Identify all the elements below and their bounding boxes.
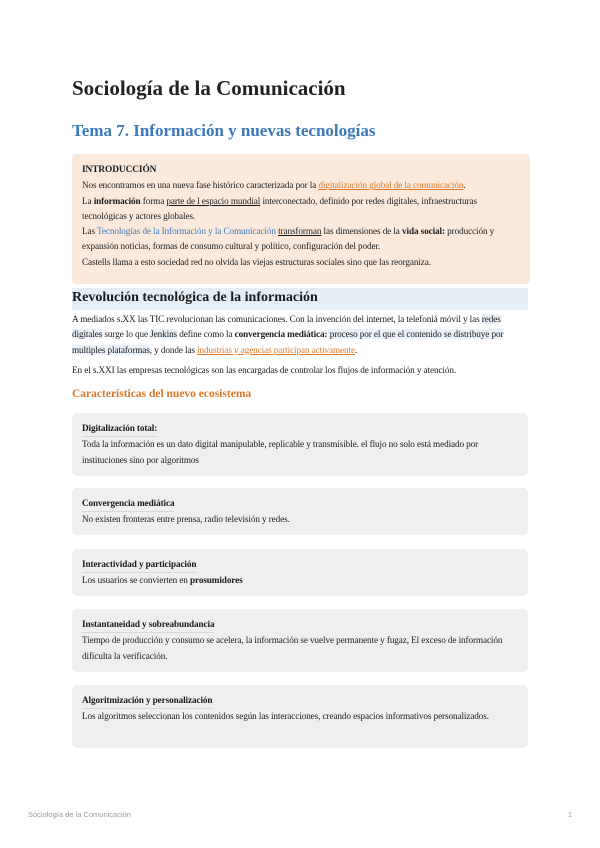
- card-body: Toda la información es un dato digital manipulable, replicable y transmisible. el flujo no solo está mediado por instituciones sino por algoritmos: [82, 439, 479, 465]
- intro-line-4: Castells llama a esto sociedad red no olvida las viejas estructuras sociales sino que las reorganiza.: [82, 256, 431, 267]
- card-body: Tiempo de producción y consumo se acelera, la información se vuelve permanente y fugaz, El exceso de información dificulta la verificación.: [82, 635, 503, 661]
- document-title: Sociología de la Comunicación: [72, 76, 346, 100]
- subsection-heading: Características del nuevo ecosistema: [72, 388, 252, 400]
- section-paragraph-2: En el s.XXI las empresas tecnológicas son las encargadas de controlar los flujos de información y atención.: [72, 364, 457, 375]
- intro-line-2: La información forma parte de l espacio mundial interconectado, definido por redes digitales, infraestructuras tecnológicas y actores globales.: [82, 195, 477, 221]
- industrias-link[interactable]: industrias y agencias participan activamente: [197, 344, 355, 355]
- page-footer: [28, 810, 572, 819]
- card-title: Instantaneidad y sobreabundancia: [82, 617, 214, 633]
- intro-line-3: Las Tecnologías de la Información y la Comunicación transforman las dimensiones de la vida social: producción y expansión noticias, formas de consumo cultural y político, configuración del poder.: [82, 226, 495, 252]
- intro-callout: [72, 154, 530, 284]
- card-interactividad: [72, 549, 528, 596]
- digitalizacion-link[interactable]: digitalización global de la comunicación: [318, 180, 464, 191]
- card-body: Los algoritmos seleccionan los contenidos según las interacciones, creando espacios informativos personalizados.: [82, 711, 489, 722]
- footer-title: Sociología de la Comunicación: [28, 810, 131, 819]
- card-title: Interactividad y participación: [82, 557, 196, 573]
- card-body: Los usuarios se convierten en prosumidores: [82, 575, 243, 586]
- section-heading: Revolución tecnológica de la información: [72, 288, 528, 310]
- card-digitalizacion: [72, 413, 528, 476]
- tema-heading: Tema 7. Información y nuevas tecnologías: [72, 121, 376, 140]
- card-title: Convergencia mediática: [82, 496, 174, 512]
- card-algoritmizacion: [72, 685, 528, 748]
- card-convergencia: [72, 488, 528, 535]
- page-number: 1: [567, 810, 572, 819]
- section-paragraph-1: A mediados s.XX las TIC revolucionan las comunicaciones. Con la invención del internet, la telefoniá móvil y las redes digitales surge lo que Jenkins define como la convergencia mediática: proceso por el que el contenido se distribuye por multiples plataformas, y donde las industrias y agencias participan activamente.: [72, 314, 504, 355]
- section-body: [72, 312, 528, 383]
- intro-heading: INTRODUCCIÓN: [82, 165, 157, 175]
- intro-line-1: Nos encontramos en una nueva fase histórico caracterizada por la digitalización global de la comunicación.: [82, 180, 466, 191]
- tic-link[interactable]: Tecnologías de la Información y la Comunicación: [97, 226, 276, 237]
- card-body: No existen fronteras entre prensa, radio televisión y redes.: [82, 514, 290, 525]
- card-title: Algoritmización y personalización: [82, 693, 212, 709]
- card-title: Digitalización total:: [82, 421, 157, 437]
- card-instantaneidad: [72, 609, 528, 672]
